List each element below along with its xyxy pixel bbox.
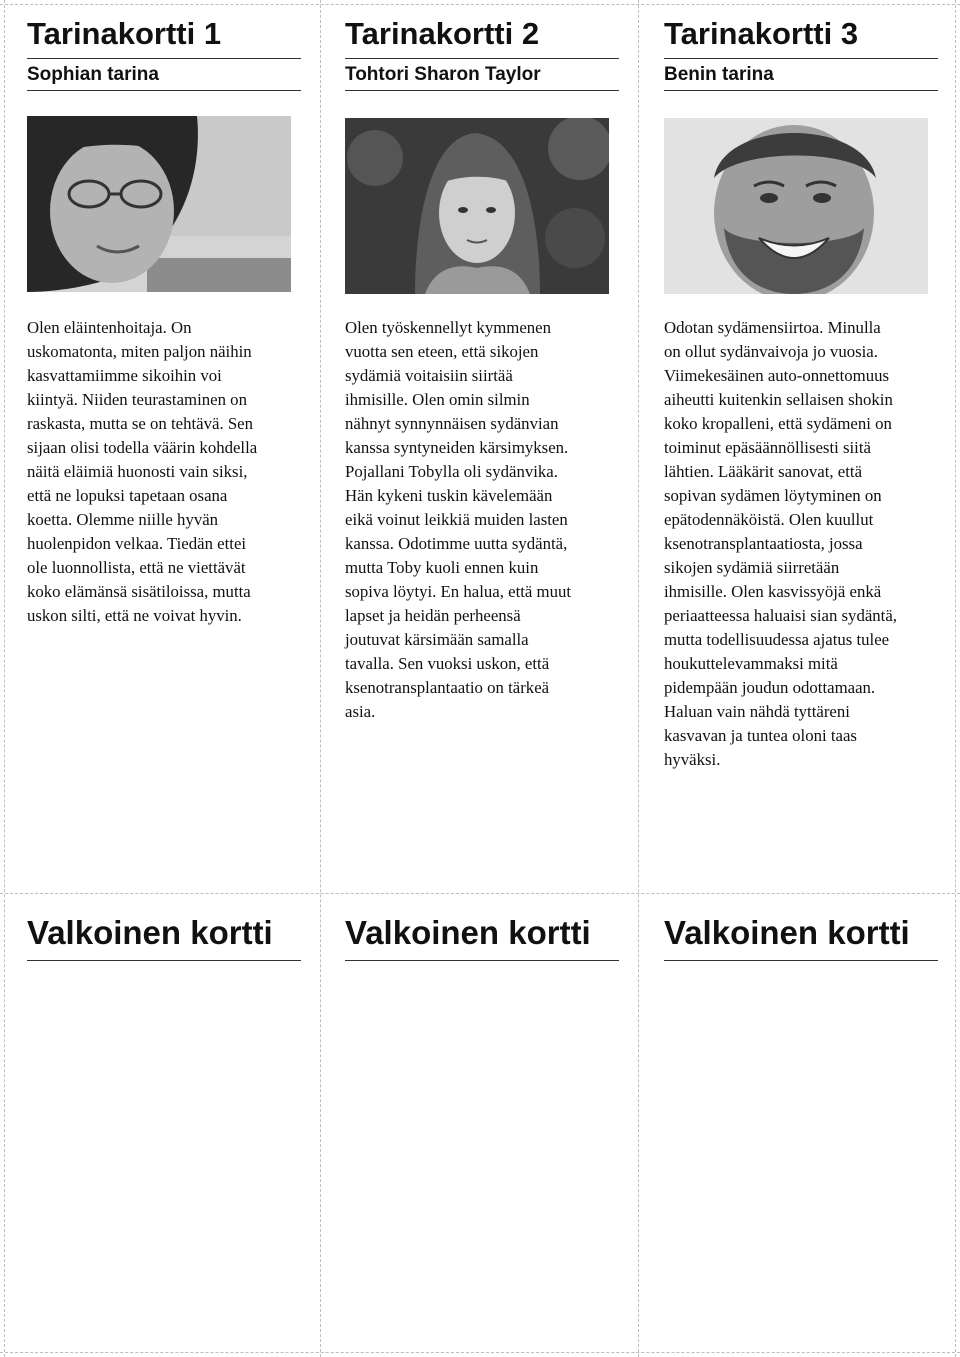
cut-line xyxy=(320,0,321,1357)
card-subtitle: Sophian tarina xyxy=(27,59,301,91)
story-card-2 xyxy=(345,14,619,874)
card-subtitle: Benin tarina xyxy=(664,59,938,91)
card-title: Tarinakortti 3 xyxy=(664,14,938,59)
card-subtitle: Tohtori Sharon Taylor xyxy=(345,59,619,91)
card-story-text: Olen eläintenhoitaja. On uskomatonta, miten paljon näihin kasvattamiimme sikoihin voi kiintyä. Niiden teurastaminen on raskasta, mutta se on tehtävä. Sen sijaan olisi todella väärin kohdella näitä eläimiä huonosti vain siksi, että ne lopuksi tapetaan osana koetta. Olemme niille hyvän huolenpidon velkaa. Tiedän ettei ole luonnollista, että ne viettävät koko elämänsä sisätiloissa, mutta uskon silti, että ne voivat hyvin. xyxy=(27,318,258,625)
card-title: Tarinakortti 2 xyxy=(345,14,619,59)
cut-line xyxy=(0,4,960,5)
story-card-1 xyxy=(27,14,301,874)
cut-line xyxy=(638,0,639,1357)
smiling-man-portrait-icon xyxy=(664,118,928,294)
cut-line xyxy=(0,1352,960,1353)
story-card-3 xyxy=(664,14,938,874)
card-story-text: Odotan sydämensiirtoa. Minulla on ollut sydänvaivoja jo vuosia. Viimekesäinen auto-onnettomuus aiheutti kuitenkin sellaisen shokin koko kropalleni, että sydämeni on toiminut epäsäännöllisesti siitä lähtien. Lääkärit sanovat, että sopivan sydämen löytyminen on epätodennäköistä. Olen kuullut ksenotransplantaatiosta, jossa sikojen sydämiä siirretään ihmisille. Olen kasvissyöjä enkä periaatteessa haluaisi sian sydäntä, mutta todellisuudessa ajatus tulee houkuttelevammaksi mitä pidempään joudun odottamaan. Haluan vain nähdä tyttäreni kasvavan ja tuntea oloni taas hyväksi. xyxy=(664,318,897,769)
blank-card-title: Valkoinen kortti xyxy=(27,912,301,961)
cut-line xyxy=(955,0,956,1357)
young-woman-portrait-icon xyxy=(345,118,609,294)
card-story-text: Olen työskennellyt kymmenen vuotta sen eteen, että sikojen sydämiä voitaisiin siirtää ihmisille. Olen omin silmin nähnyt synnynnäisen sydänvian kanssa syntyneiden kärsimyksen. Pojallani Tobylla oli sydänvika. Hän kykeni tuskin kävelemään eikä voinut leikkiä muiden lasten kanssa. Odotimme uutta sydäntä, mutta Toby kuoli ennen kuin sopiva löytyi. En halua, että muut lapset ja heidän perheensä joutuvat kärsimään samalla tavalla. Sen vuoksi uskon, että ksenotransplantaatio on tärkeä asia. xyxy=(345,318,572,721)
woman-with-glasses-portrait-icon xyxy=(27,116,291,292)
blank-card-2 xyxy=(345,912,619,961)
cut-line xyxy=(4,0,5,1357)
blank-card-title: Valkoinen kortti xyxy=(345,912,619,961)
card-title: Tarinakortti 1 xyxy=(27,14,301,59)
blank-card-1 xyxy=(27,912,301,961)
blank-card-3 xyxy=(664,912,938,961)
blank-card-title: Valkoinen kortti xyxy=(664,912,938,961)
cut-line xyxy=(0,893,960,894)
